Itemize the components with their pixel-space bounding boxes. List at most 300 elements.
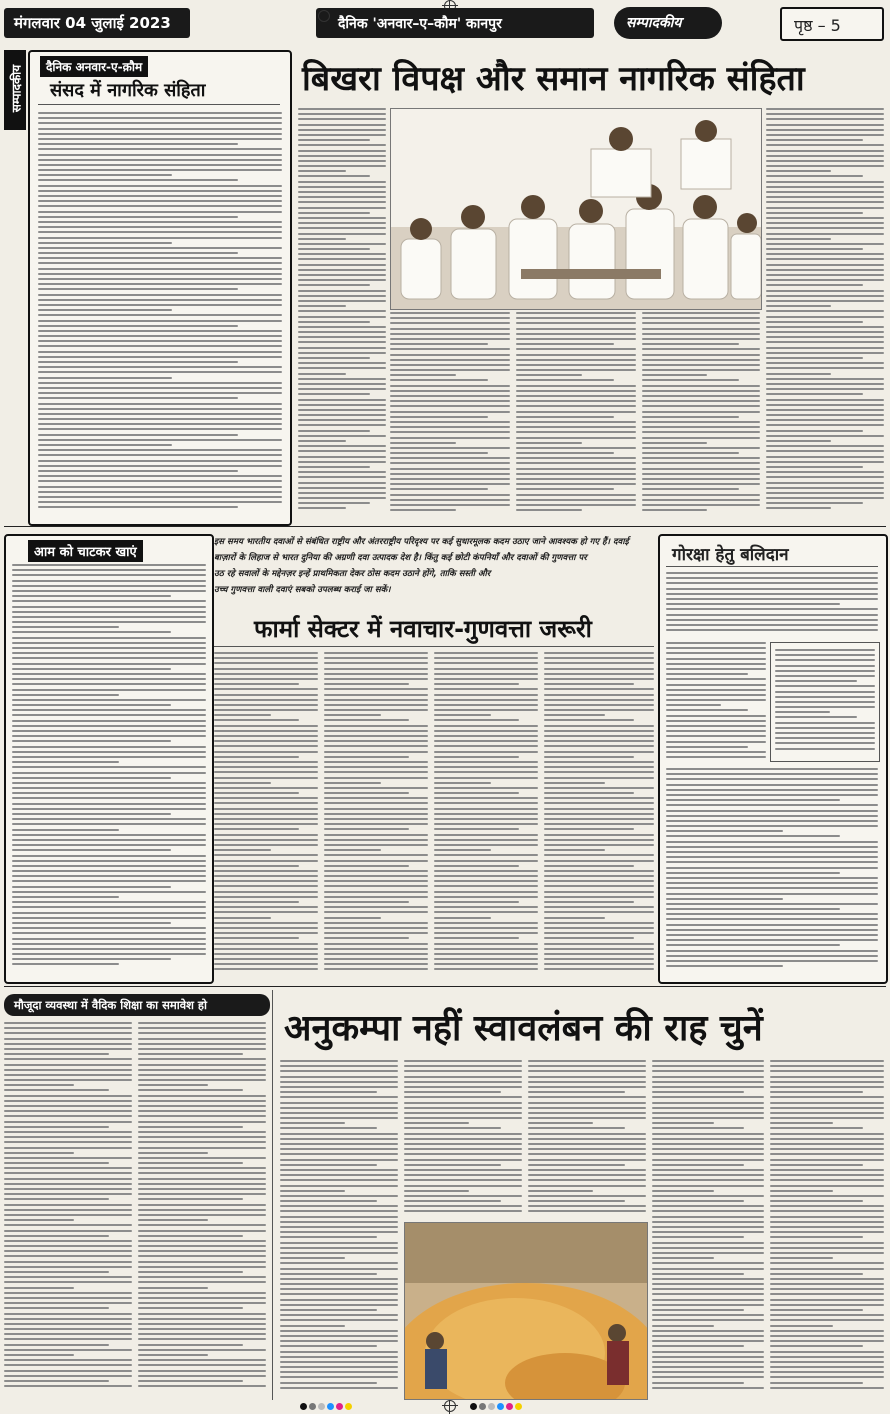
- text-line: [770, 1091, 863, 1093]
- text-line: [38, 273, 282, 275]
- text-line: [434, 668, 538, 670]
- text-line: [770, 1273, 863, 1275]
- text-line: [404, 1148, 522, 1150]
- text-line: [516, 504, 636, 506]
- text-line: [404, 1143, 522, 1145]
- text-line: [528, 1102, 646, 1104]
- text-line: [766, 440, 831, 442]
- text-line: [214, 662, 318, 664]
- text-line: [434, 813, 538, 815]
- text-line: [666, 588, 878, 590]
- text-line: [642, 333, 760, 335]
- text-line: [38, 138, 282, 140]
- text-line: [434, 828, 519, 830]
- text-line: [280, 1148, 398, 1150]
- text-line: [766, 274, 884, 276]
- text-line: [766, 160, 884, 162]
- text-line: [652, 1319, 764, 1321]
- text-line: [324, 777, 428, 779]
- text-line: [390, 468, 510, 470]
- text-line: [214, 943, 318, 945]
- text-line: [766, 482, 884, 484]
- text-line: [280, 1127, 377, 1129]
- text-line: [666, 867, 878, 869]
- text-line: [324, 839, 428, 841]
- text-line: [766, 419, 884, 421]
- text-line: [280, 1361, 398, 1363]
- text-line: [516, 421, 636, 423]
- text-line: [138, 1043, 266, 1045]
- text-line: [280, 1283, 398, 1285]
- text-line: [4, 1302, 132, 1304]
- text-line: [4, 1136, 132, 1138]
- text-line: [404, 1159, 522, 1161]
- text-line: [38, 252, 238, 254]
- text-line: [138, 1302, 266, 1304]
- text-line: [766, 331, 884, 333]
- text-line: [324, 745, 428, 747]
- text-line: [280, 1091, 377, 1093]
- text-line: [324, 761, 428, 763]
- text-line: [324, 802, 428, 804]
- text-line: [666, 939, 878, 941]
- text-line: [544, 917, 605, 919]
- text-line: [652, 1257, 714, 1259]
- lead-col-3: [516, 312, 636, 518]
- text-line: [434, 725, 538, 727]
- text-line: [38, 460, 282, 462]
- text-line: [4, 1100, 132, 1102]
- text-line: [766, 362, 884, 364]
- text-line: [652, 1102, 764, 1104]
- text-line: [298, 310, 386, 312]
- text-line: [666, 851, 878, 853]
- text-line: [138, 1152, 208, 1154]
- text-line: [4, 1084, 74, 1086]
- text-line: [652, 1153, 764, 1155]
- text-line: [766, 388, 884, 390]
- text-line: [434, 911, 538, 913]
- text-line: [4, 1198, 109, 1200]
- text-line: [528, 1122, 593, 1124]
- text-line: [652, 1268, 764, 1270]
- text-line: [544, 891, 654, 893]
- text-line: [766, 326, 884, 328]
- text-line: [138, 1370, 266, 1372]
- text-line: [666, 704, 721, 706]
- text-line: [642, 390, 760, 392]
- editorial-body: [38, 112, 282, 516]
- text-line: [434, 657, 538, 659]
- mango-article-body: [12, 564, 206, 974]
- text-line: [38, 309, 172, 311]
- text-line: [214, 766, 318, 768]
- text-line: [766, 150, 884, 152]
- text-line: [138, 1307, 243, 1309]
- text-line: [652, 1138, 764, 1140]
- text-line: [544, 911, 654, 913]
- text-line: [652, 1096, 764, 1098]
- text-line: [642, 483, 760, 485]
- text-line: [4, 1022, 132, 1024]
- text-line: [4, 1167, 132, 1169]
- text-line: [642, 447, 760, 449]
- text-line: [324, 719, 409, 721]
- text-line: [324, 694, 428, 696]
- text-line: [652, 1283, 764, 1285]
- text-line: [766, 134, 884, 136]
- text-line: [298, 399, 386, 401]
- text-line: [12, 886, 171, 888]
- text-line: [324, 808, 428, 810]
- text-line: [38, 174, 172, 176]
- text-line: [666, 709, 748, 711]
- text-line: [138, 1318, 266, 1320]
- text-line: [666, 652, 766, 654]
- text-line: [38, 190, 282, 192]
- text-line: [770, 1143, 884, 1145]
- text-line: [4, 1359, 132, 1361]
- text-line: [298, 258, 386, 260]
- text-line: [390, 328, 510, 330]
- text-line: [298, 139, 370, 141]
- text-line: [642, 426, 760, 428]
- text-line: [766, 238, 831, 240]
- text-line: [38, 122, 282, 124]
- vertical-divider: [272, 990, 273, 1400]
- text-line: [544, 885, 654, 887]
- text-line: [280, 1268, 398, 1270]
- text-line: [642, 509, 707, 511]
- text-line: [544, 668, 654, 670]
- text-line: [516, 473, 636, 475]
- text-line: [298, 227, 386, 229]
- text-line: [390, 421, 510, 423]
- text-line: [138, 1250, 266, 1252]
- text-line: [770, 1081, 884, 1083]
- text-line: [434, 694, 538, 696]
- text-line: [12, 787, 206, 789]
- text-line: [138, 1095, 266, 1097]
- text-line: [280, 1340, 398, 1342]
- text-line: [642, 317, 760, 319]
- text-line: [766, 139, 863, 141]
- text-line: [434, 745, 538, 747]
- text-line: [642, 369, 760, 371]
- text-line: [298, 134, 386, 136]
- text-line: [652, 1299, 764, 1301]
- text-line: [652, 1164, 744, 1166]
- text-line: [766, 352, 884, 354]
- text-line: [666, 658, 766, 660]
- text-line: [214, 844, 318, 846]
- text-line: [298, 440, 346, 442]
- text-line: [666, 577, 878, 579]
- text-line: [4, 1069, 132, 1071]
- text-line: [138, 1281, 266, 1283]
- text-line: [38, 211, 282, 213]
- text-line: [516, 338, 636, 340]
- goraksha-intro: [666, 572, 878, 636]
- text-line: [516, 437, 636, 439]
- text-line: [280, 1065, 398, 1067]
- text-line: [12, 777, 171, 779]
- text-line: [324, 865, 409, 867]
- text-line: [298, 269, 386, 271]
- text-line: [516, 312, 636, 314]
- text-line: [770, 1190, 833, 1192]
- text-line: [404, 1070, 522, 1072]
- text-line: [138, 1126, 243, 1128]
- text-line: [298, 409, 386, 411]
- text-line: [12, 792, 206, 794]
- text-line: [544, 730, 654, 732]
- text-line: [666, 715, 766, 717]
- text-line: [298, 424, 386, 426]
- text-line: [38, 397, 238, 399]
- text-line: [642, 462, 760, 464]
- text-line: [766, 129, 884, 131]
- text-line: [544, 849, 605, 851]
- editorial-kicker: दैनिक अनवार-ए-क़ौम: [40, 56, 148, 77]
- text-line: [12, 912, 206, 914]
- bottom-col-1: [280, 1060, 398, 1396]
- text-line: [324, 792, 409, 794]
- text-line: [404, 1081, 522, 1083]
- text-line: [138, 1032, 266, 1034]
- text-line: [280, 1143, 398, 1145]
- text-line: [404, 1133, 522, 1135]
- text-line: [404, 1096, 522, 1098]
- text-line: [666, 624, 878, 626]
- text-line: [12, 875, 206, 877]
- text-line: [766, 264, 884, 266]
- text-line: [766, 181, 884, 183]
- text-line: [766, 124, 884, 126]
- pharma-headline: फार्मा सेक्टर में नवाचार-गुणवत्ता जरूरी: [254, 615, 592, 643]
- text-line: [4, 1318, 132, 1320]
- text-line: [516, 405, 636, 407]
- text-line: [12, 663, 206, 665]
- text-line: [770, 1366, 884, 1368]
- text-line: [4, 1105, 132, 1107]
- text-line: [404, 1065, 522, 1067]
- text-line: [766, 399, 884, 401]
- text-line: [38, 330, 282, 332]
- text-line: [214, 922, 318, 924]
- text-line: [12, 917, 206, 919]
- text-line: [214, 683, 299, 685]
- text-line: [642, 499, 760, 501]
- text-line: [642, 354, 760, 356]
- text-line: [138, 1069, 266, 1071]
- text-line: [390, 364, 510, 366]
- text-line: [214, 735, 318, 737]
- text-line: [652, 1107, 764, 1109]
- text-line: [652, 1081, 764, 1083]
- text-line: [544, 688, 654, 690]
- text-line: [280, 1107, 398, 1109]
- text-line: [4, 1344, 109, 1346]
- text-line: [38, 133, 282, 135]
- text-line: [516, 348, 636, 350]
- text-line: [390, 411, 510, 413]
- text-line: [434, 735, 538, 737]
- text-line: [652, 1216, 764, 1218]
- text-line: [298, 201, 386, 203]
- text-line: [280, 1195, 398, 1197]
- text-line: [652, 1273, 744, 1275]
- text-line: [38, 366, 282, 368]
- text-line: [390, 312, 510, 314]
- text-line: [214, 719, 299, 721]
- text-line: [4, 1048, 132, 1050]
- text-line: [666, 741, 766, 743]
- text-line: [516, 462, 636, 464]
- text-line: [766, 155, 884, 157]
- text-line: [652, 1200, 744, 1202]
- text-line: [280, 1076, 398, 1078]
- text-line: [544, 839, 654, 841]
- text-line: [775, 691, 875, 693]
- text-line: [775, 680, 857, 682]
- text-line: [38, 428, 282, 430]
- text-line: [12, 564, 206, 566]
- text-line: [214, 808, 318, 810]
- text-line: [434, 782, 491, 784]
- text-line: [280, 1387, 398, 1389]
- text-line: [404, 1200, 501, 1202]
- text-line: [298, 290, 386, 292]
- text-line: [214, 756, 299, 758]
- text-line: [324, 922, 428, 924]
- text-line: [642, 442, 707, 444]
- goraksha-body: [666, 768, 878, 974]
- text-line: [138, 1344, 243, 1346]
- text-line: [324, 844, 428, 846]
- text-line: [214, 668, 318, 670]
- section-divider: [4, 526, 886, 527]
- text-line: [775, 675, 875, 677]
- text-line: [642, 328, 760, 330]
- text-line: [652, 1179, 764, 1181]
- text-line: [12, 896, 119, 898]
- text-line: [4, 1287, 74, 1289]
- text-line: [298, 321, 370, 323]
- text-line: [324, 901, 409, 903]
- text-line: [138, 1074, 266, 1076]
- text-line: [38, 200, 282, 202]
- text-line: [12, 595, 171, 597]
- text-line: [770, 1159, 884, 1161]
- text-line: [280, 1314, 398, 1316]
- text-line: [12, 756, 206, 758]
- text-line: [298, 284, 370, 286]
- text-line: [434, 896, 538, 898]
- text-line: [642, 385, 760, 387]
- text-line: [12, 761, 119, 763]
- text-line: [324, 885, 428, 887]
- text-line: [434, 797, 538, 799]
- text-line: [666, 960, 878, 962]
- text-line: [434, 865, 519, 867]
- text-line: [766, 373, 831, 375]
- text-line: [390, 483, 510, 485]
- goraksha-title: गोरक्षा हेतु बलिदान: [672, 545, 789, 565]
- text-line: [280, 1325, 345, 1327]
- text-line: [652, 1314, 764, 1316]
- text-line: [280, 1205, 398, 1207]
- text-line: [38, 179, 238, 181]
- text-line: [770, 1221, 884, 1223]
- text-line: [38, 262, 282, 264]
- text-line: [4, 1079, 132, 1081]
- text-line: [434, 766, 538, 768]
- text-line: [138, 1313, 266, 1315]
- text-line: [528, 1159, 646, 1161]
- text-line: [4, 1157, 132, 1159]
- text-line: [642, 457, 760, 459]
- text-line: [766, 404, 884, 406]
- text-line: [280, 1278, 398, 1280]
- text-line: [214, 777, 318, 779]
- text-line: [770, 1247, 884, 1249]
- text-line: [4, 1250, 132, 1252]
- text-line: [4, 1089, 109, 1091]
- text-line: [642, 338, 760, 340]
- text-line: [214, 771, 318, 773]
- text-line: [766, 393, 863, 395]
- text-line: [652, 1205, 764, 1207]
- text-line: [544, 823, 654, 825]
- text-line: [280, 1304, 398, 1306]
- text-line: [324, 948, 428, 950]
- text-line: [434, 704, 538, 706]
- text-line: [775, 649, 875, 651]
- text-line: [4, 1162, 109, 1164]
- text-line: [404, 1153, 522, 1155]
- text-line: [324, 896, 428, 898]
- text-line: [298, 124, 386, 126]
- text-line: [324, 937, 409, 939]
- text-line: [434, 771, 538, 773]
- text-line: [12, 642, 206, 644]
- text-line: [652, 1325, 714, 1327]
- text-line: [666, 820, 878, 822]
- text-line: [324, 683, 409, 685]
- text-line: [38, 418, 282, 420]
- text-line: [516, 468, 636, 470]
- text-line: [652, 1376, 764, 1378]
- text-line: [766, 497, 884, 499]
- text-line: [138, 1240, 266, 1242]
- text-line: [4, 1245, 132, 1247]
- text-line: [4, 1230, 132, 1232]
- text-line: [544, 963, 654, 965]
- pharma-intro-line-4: उच्च गुणवत्ता वाली दवाएं सबको उपलब्ध कराई जा सकें।: [214, 585, 391, 595]
- text-line: [766, 113, 884, 115]
- text-line: [766, 476, 884, 478]
- text-line: [766, 284, 863, 286]
- text-line: [298, 212, 370, 214]
- text-line: [666, 694, 766, 696]
- text-line: [280, 1376, 398, 1378]
- text-line: [770, 1148, 884, 1150]
- text-line: [434, 673, 538, 675]
- text-line: [666, 725, 766, 727]
- text-line: [138, 1162, 243, 1164]
- text-line: [38, 117, 282, 119]
